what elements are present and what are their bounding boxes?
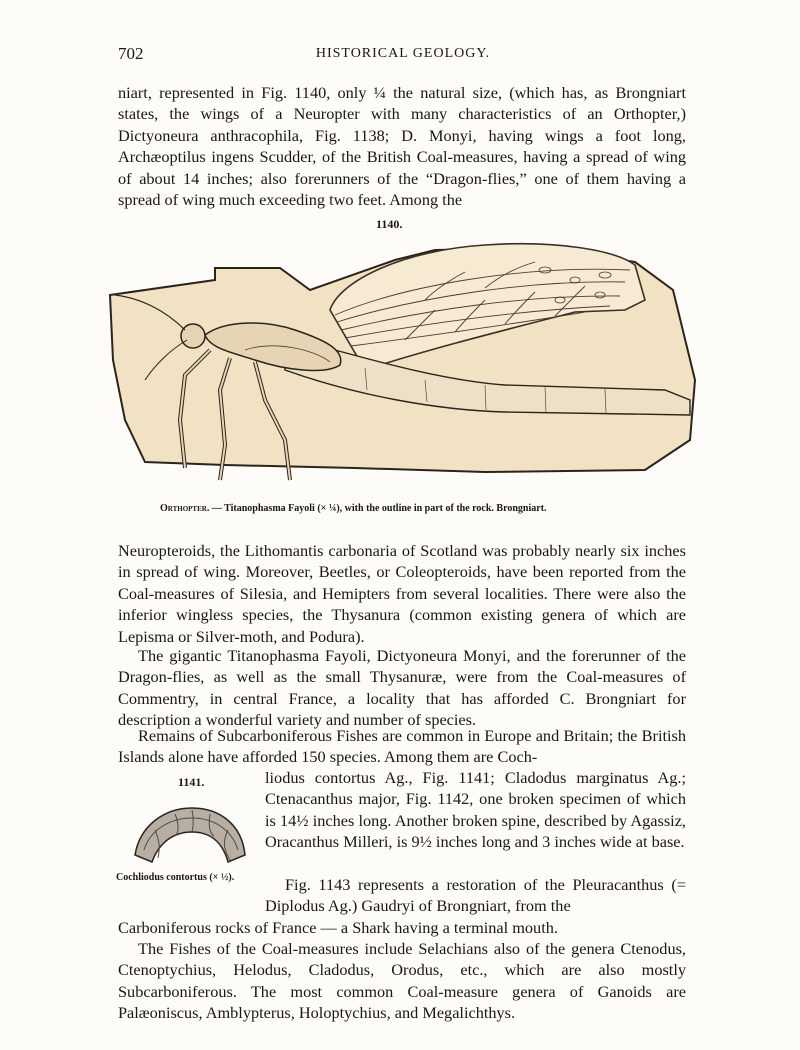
running-head: [118, 44, 688, 66]
titanophasma-fossil-illustration: [105, 240, 705, 495]
cochliodus-tooth-illustration: [130, 800, 250, 866]
paragraph-2: Neuropteroids, the Lithomantis carbonaria of Scotland was probably nearly six inches in spread of wing. Moreover, Beetles, or Coleopteroids, have been reported from the Coal-measures of Silesia, and Hemipters from several localities. There were also the inferior wingless species, the Thysanura (common existing genera of which are Lepisma or Silver-moth, and Podura).: [118, 541, 686, 646]
paragraph-5-wrap: Fig. 1143 represents a restoration of the Pleuracanthus (= Diplodus Ag.) Gaudryi of Brongniart, from the: [265, 875, 686, 916]
figure-1140-caption-lead: Orthopter.: [160, 503, 210, 514]
page-number: 702: [118, 44, 144, 63]
figure-1140-caption: [160, 503, 547, 514]
figure-1140-number: 1140.: [376, 217, 403, 231]
paragraph-6: The Fishes of the Coal-measures include Selachians also of the genera Ctenodus, Ctenoptychius, Helodus, Cladodus, Orodus, etc., which are also mostly Subcarboniferous. The most common Coal-measure genera of Ganoids are Palæoniscus, Amblypterus, Holoptychius, and Megalichthys.: [118, 939, 686, 1023]
figure-1141-caption: Cochliodus contortus (× ½).: [116, 872, 235, 883]
running-title: HISTORICAL GEOLOGY.: [315, 46, 491, 61]
paragraph-3: The gigantic Titanophasma Fayoli, Dictyoneura Monyi, and the forerunner of the Dragon-flies, as well as the small Thysanuræ, were from the Coal-measures of Commentry, in central France, a locality that has afforded C. Brongniart for description a wonderful variety and number of species.: [118, 646, 686, 730]
figure-1141-number: 1141.: [178, 775, 205, 789]
paragraph-5: Carboniferous rocks of France — a Shark having a terminal mouth.: [118, 918, 558, 937]
paragraph-4: Remains of Subcarboniferous Fishes are common in Europe and Britain; the British Islands alone have afforded 150 species. Among them are Coch-: [118, 726, 686, 767]
figure-1140-caption-text: — Titanophasma Fayoli (× ¼), with the outline in part of the rock. Brongniart.: [209, 503, 547, 514]
paragraph-4-wrap: liodus contortus Ag., Fig. 1141; Cladodus marginatus Ag.; Ctenacanthus major, Fig. 1142, one broken specimen of which is 14½ inches long. Another broken spine, described by Agassiz, Oracanthus Milleri, is 9½ inches long and 3 inches wide at base.: [265, 768, 686, 852]
paragraph-1: niart, represented in Fig. 1140, only ¼ the natural size, (which has, as Brongniart states, the wings of a Neuropter with many characteristics of an Orthopter,) Dictyoneura anthracophila, Fig. 1138; D. Monyi, having wings a foot long, Archæoptilus ingens Scudder, of the British Coal-measures, having a spread of wing of about 14 inches; also forerunners of the “Dragon-flies,” one of them having a spread of wing much exceeding two feet. Among the: [118, 83, 686, 210]
